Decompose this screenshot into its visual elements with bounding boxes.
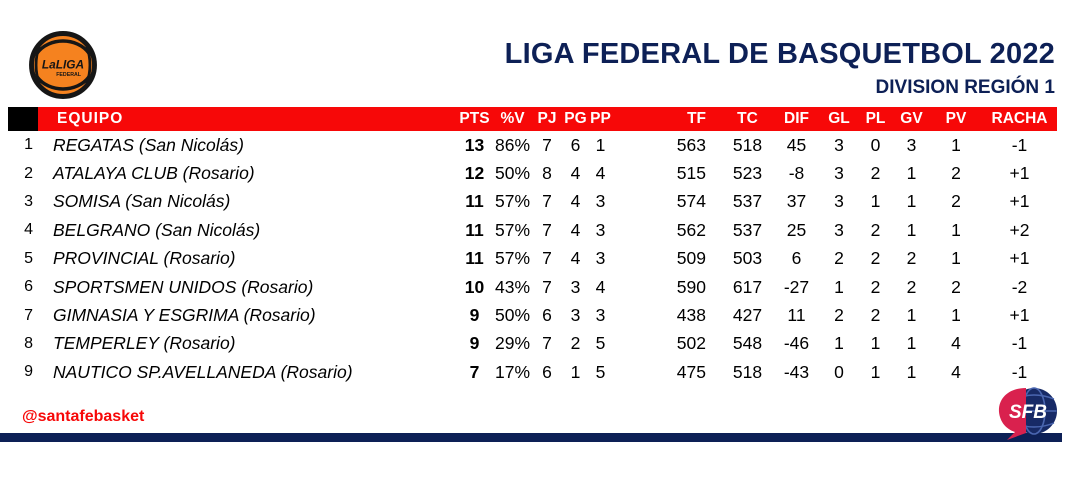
dif-cell: 6 <box>791 248 802 269</box>
pj-cell: 8 <box>542 163 552 184</box>
gl-cell: 3 <box>834 191 844 212</box>
pl-cell: 0 <box>870 134 881 155</box>
gl-cell: 3 <box>834 134 844 155</box>
pv-cell: 1 <box>951 134 961 155</box>
sfb-logo-text: SFB <box>1009 402 1047 423</box>
table-row <box>8 273 1057 301</box>
tf-cell: 502 <box>676 333 706 354</box>
column-header-tc: TC <box>722 107 773 131</box>
pp-cell: 3 <box>595 248 606 269</box>
column-header-rank <box>8 107 38 131</box>
pj-cell: 6 <box>542 361 552 382</box>
pl-cell: 1 <box>870 191 881 212</box>
pct-v-cell: 57% <box>494 248 531 269</box>
pl-cell: 2 <box>870 163 881 184</box>
racha-cell: -2 <box>1011 276 1028 297</box>
dif-cell: -27 <box>783 276 810 297</box>
sfb-logo <box>992 386 1062 441</box>
pts-cell: 9 <box>469 333 480 354</box>
pct-v-cell: 50% <box>494 305 531 326</box>
pct-v-cell: 86% <box>494 134 531 155</box>
team-name-cell: SOMISA (San Nicolás) <box>53 191 231 212</box>
gv-cell: 1 <box>906 305 917 326</box>
pj-cell: 7 <box>542 248 552 269</box>
gv-cell: 1 <box>906 333 917 354</box>
column-header-pct-v: %V <box>494 107 531 131</box>
page-title: LIGA FEDERAL DE BASQUETBOL 2022 <box>504 38 1055 70</box>
tf-cell: 515 <box>676 163 706 184</box>
pv-cell: 4 <box>951 333 961 354</box>
pp-cell: 5 <box>595 333 606 354</box>
tc-cell: 503 <box>732 248 763 269</box>
pj-cell: 7 <box>542 333 552 354</box>
tf-cell: 438 <box>676 305 706 326</box>
dif-cell: -43 <box>783 361 810 382</box>
gl-cell: 0 <box>834 361 844 382</box>
racha-cell: -1 <box>1011 333 1028 354</box>
gl-cell: 1 <box>834 333 844 354</box>
social-handle: @santafebasket <box>22 408 145 425</box>
pp-cell: 3 <box>595 305 606 326</box>
pl-cell: 2 <box>870 305 881 326</box>
team-name-cell: TEMPERLEY (Rosario) <box>53 333 236 354</box>
tf-cell: 509 <box>676 248 706 269</box>
team-name-cell: ATALAYA CLUB (Rosario) <box>53 163 255 184</box>
column-header-pg: PG <box>563 107 588 131</box>
header-row <box>8 107 1057 131</box>
pg-cell: 6 <box>570 134 581 155</box>
pj-cell: 7 <box>542 134 552 155</box>
pl-cell: 2 <box>870 276 881 297</box>
racha-cell: -1 <box>1011 134 1028 155</box>
table-row <box>8 245 1057 273</box>
gv-cell: 2 <box>906 248 917 269</box>
column-header-pp: PP <box>588 107 613 131</box>
pv-cell: 4 <box>951 361 961 382</box>
racha-cell: +1 <box>1009 191 1030 212</box>
pg-cell: 4 <box>570 248 581 269</box>
dif-cell: -8 <box>788 163 805 184</box>
racha-cell: +2 <box>1009 219 1030 240</box>
liga-federal-basketball-logo <box>28 30 98 100</box>
gl-cell: 2 <box>834 248 844 269</box>
column-header-gl: GL <box>820 107 858 131</box>
pts-cell: 11 <box>465 219 484 240</box>
team-name-cell: BELGRANO (San Nicolás) <box>53 219 261 240</box>
tf-cell: 590 <box>676 276 706 297</box>
pp-cell: 3 <box>595 191 606 212</box>
team-name-cell: NAUTICO SP.AVELLANEDA (Rosario) <box>53 361 353 382</box>
pg-cell: 3 <box>570 276 581 297</box>
gl-cell: 2 <box>834 305 844 326</box>
rank-cell: 9 <box>24 363 33 381</box>
pp-cell: 4 <box>595 163 606 184</box>
pts-cell: 13 <box>464 134 485 155</box>
pct-v-cell: 50% <box>494 163 531 184</box>
dif-cell: 25 <box>786 219 807 240</box>
gv-cell: 2 <box>906 276 917 297</box>
tc-cell: 537 <box>732 191 763 212</box>
pts-cell: 9 <box>469 305 480 326</box>
tf-cell: 475 <box>676 361 706 382</box>
tc-cell: 548 <box>732 333 763 354</box>
pts-cell: 10 <box>464 276 485 297</box>
pj-cell: 7 <box>542 191 552 212</box>
pts-cell: 7 <box>469 361 480 382</box>
pp-cell: 4 <box>595 276 606 297</box>
pts-cell: 11 <box>465 191 484 212</box>
rank-cell: 5 <box>24 249 33 267</box>
pg-cell: 4 <box>570 219 581 240</box>
gl-cell: 3 <box>834 163 844 184</box>
standings-table <box>8 107 1057 387</box>
pv-cell: 2 <box>951 276 961 297</box>
racha-cell: +1 <box>1009 248 1030 269</box>
pj-cell: 6 <box>542 305 552 326</box>
team-name-cell: REGATAS (San Nicolás) <box>53 134 244 155</box>
rank-cell: 4 <box>24 221 33 239</box>
pct-v-cell: 57% <box>494 219 531 240</box>
table-row <box>8 330 1057 358</box>
table-row <box>8 188 1057 216</box>
gl-cell: 1 <box>834 276 844 297</box>
gv-cell: 1 <box>906 191 917 212</box>
pct-v-cell: 57% <box>494 191 531 212</box>
pj-cell: 7 <box>542 219 552 240</box>
dif-cell: -46 <box>783 333 810 354</box>
column-header-pl: PL <box>858 107 893 131</box>
pg-cell: 4 <box>570 191 581 212</box>
column-header-gv: GV <box>893 107 930 131</box>
tc-cell: 518 <box>732 361 763 382</box>
rank-cell: 2 <box>24 164 33 182</box>
pj-cell: 7 <box>542 276 552 297</box>
pct-v-cell: 43% <box>494 276 531 297</box>
team-name-cell: GIMNASIA Y ESGRIMA (Rosario) <box>53 305 316 326</box>
pg-cell: 2 <box>570 333 581 354</box>
pg-cell: 3 <box>570 305 581 326</box>
gv-cell: 1 <box>906 163 917 184</box>
team-name-cell: SPORTSMEN UNIDOS (Rosario) <box>53 276 314 297</box>
gv-cell: 3 <box>906 134 917 155</box>
column-header-team-name: EQUIPO <box>38 107 455 131</box>
team-name-cell: PROVINCIAL (Rosario) <box>53 248 236 269</box>
tc-cell: 537 <box>732 219 763 240</box>
tf-cell: 562 <box>676 219 706 240</box>
rank-cell: 8 <box>24 334 33 352</box>
gv-cell: 1 <box>906 219 917 240</box>
pv-cell: 1 <box>951 305 961 326</box>
pv-cell: 2 <box>951 163 961 184</box>
rank-cell: 1 <box>24 136 33 154</box>
pct-v-cell: 17% <box>494 361 531 382</box>
dif-cell: 45 <box>786 134 807 155</box>
pp-cell: 5 <box>595 361 606 382</box>
pts-cell: 11 <box>465 248 484 269</box>
racha-cell: +1 <box>1009 163 1030 184</box>
rank-cell: 3 <box>24 192 33 210</box>
table-row <box>8 216 1057 244</box>
liga-logo-text: LaLIGA <box>41 57 85 72</box>
table-row <box>8 358 1057 386</box>
pl-cell: 1 <box>870 361 881 382</box>
tf-cell: 563 <box>676 134 706 155</box>
rank-cell: 7 <box>24 306 33 324</box>
standings-body <box>8 131 1057 387</box>
pl-cell: 2 <box>870 219 881 240</box>
pv-cell: 1 <box>951 219 961 240</box>
column-header-racha: RACHA <box>982 107 1057 131</box>
gv-cell: 1 <box>906 361 917 382</box>
pl-cell: 2 <box>870 248 881 269</box>
liga-logo-subtext: FEDERAL <box>56 72 81 79</box>
table-row <box>8 131 1057 159</box>
racha-cell: -1 <box>1011 361 1028 382</box>
pct-v-cell: 29% <box>494 333 531 354</box>
dif-cell: 37 <box>786 191 807 212</box>
tc-cell: 518 <box>732 134 763 155</box>
pl-cell: 1 <box>870 333 881 354</box>
tc-cell: 427 <box>732 305 763 326</box>
gl-cell: 3 <box>834 219 844 240</box>
racha-cell: +1 <box>1009 305 1030 326</box>
pp-cell: 3 <box>595 219 606 240</box>
column-header-pj: PJ <box>531 107 563 131</box>
rank-cell: 6 <box>24 278 33 296</box>
tc-cell: 523 <box>732 163 763 184</box>
pts-cell: 12 <box>464 163 485 184</box>
footer-divider-bar <box>0 433 1062 442</box>
pg-cell: 4 <box>570 163 581 184</box>
pg-cell: 1 <box>570 361 581 382</box>
dif-cell: 11 <box>787 305 806 326</box>
table-row <box>8 159 1057 187</box>
tf-cell: 574 <box>676 191 706 212</box>
column-header-pts: PTS <box>455 107 494 131</box>
column-header-tf: TF <box>613 107 722 131</box>
pp-cell: 1 <box>595 134 606 155</box>
page-subtitle: DIVISION REGIÓN 1 <box>875 77 1055 98</box>
column-header-dif: DIF <box>773 107 820 131</box>
table-row <box>8 301 1057 329</box>
pv-cell: 1 <box>951 248 961 269</box>
column-header-pv: PV <box>930 107 982 131</box>
pv-cell: 2 <box>951 191 961 212</box>
tc-cell: 617 <box>732 276 763 297</box>
